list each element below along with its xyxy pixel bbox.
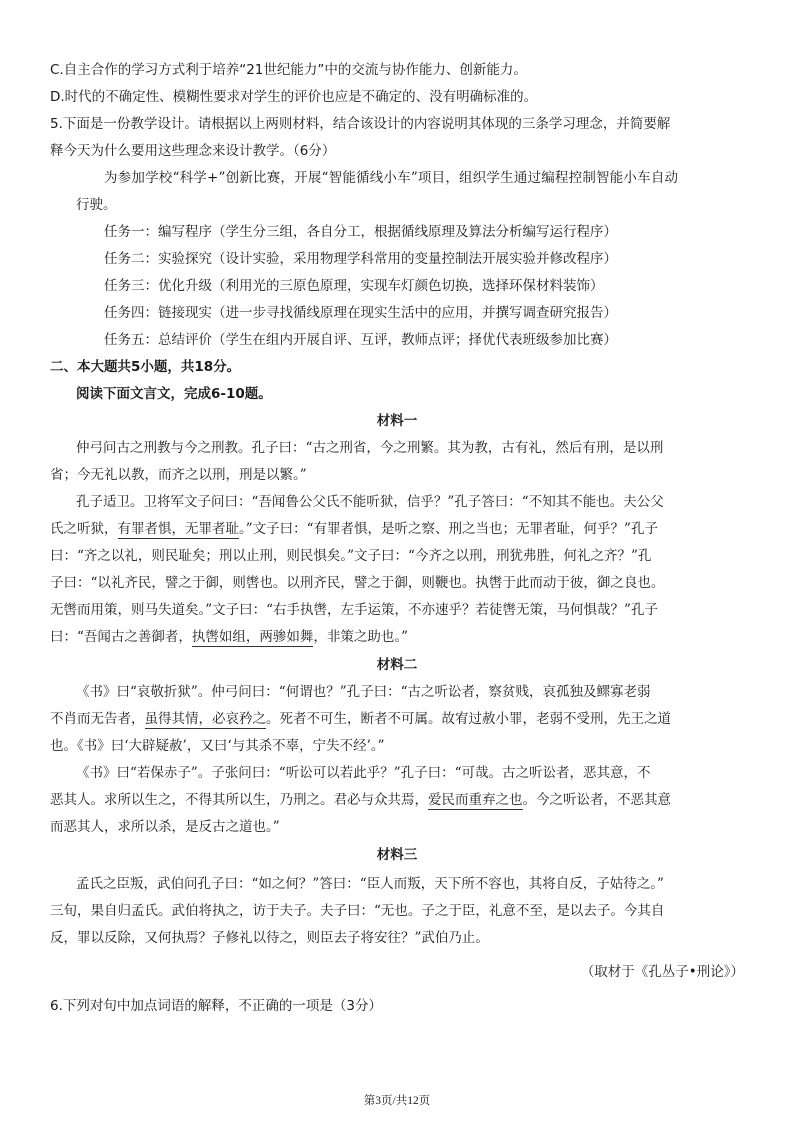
page-number: 第3页/共12页 [363, 1095, 431, 1107]
material-3-line: 三旬，果自归孟氏。武伯将执之，访于夫子。夫子曰：“无也。子之于臣，礼意不至，是以去子。今其自 [50, 903, 665, 919]
underlined-sentence: 有罪者惧，无罪者耻 [117, 521, 239, 537]
task-1: 任务一：编写程序（学生分三组，各自分工，根据循线原理及算法分析编写运行程序） [104, 224, 617, 240]
material-2-line: 《书》曰“哀敬折狱”。仲弓问曰：“何谓也？”孔子曰：“古之听讼者，察贫贱，哀孤独及鳏寡老弱 [76, 684, 651, 700]
task-5: 任务五：总结评价（学生在组内开展自评、互评，教师点评；择优代表班级参加比赛） [104, 332, 617, 348]
material-3-line: 孟氏之臣叛，武伯问孔子曰：“如之何？”答曰：“臣人而叛，天下所不容也，其将自反，子姑待之。” [76, 876, 664, 892]
material-3-line: 反，罪以反除，又何执焉？子修礼以待之，则臣去子将安往？”武伯乃止。 [50, 930, 489, 946]
text-run: 氏之听狱， [50, 521, 118, 537]
task-2: 任务二：实验探究（设计实验，采用物理学科常用的变量控制法开展实验并修改程序） [104, 251, 617, 267]
task-4: 任务四：链接现实（进一步寻找循线原理在现实生活中的应用，并撰写调查研究报告） [104, 305, 617, 321]
material-1-line [50, 519, 658, 539]
section-2-instruction: 阅读下面文言文，完成6-10题。 [76, 386, 272, 402]
question-5-line-2: 释今天为什么要用这些理念来设计教学。（6分） [50, 143, 336, 159]
material-1-line: 曰：“齐之以礼，则民耻矣；刑以止刑，则民惧矣。”文子曰：“今齐之以刑，刑犹弗胜，何礼之齐？”孔 [50, 548, 652, 564]
material-3-title: 材料三 [376, 847, 418, 863]
material-2-line: 《书》曰“若保赤子”。子张问曰：“听讼可以若此乎？”孔子曰：“可哉。古之听讼者，恶其意，不 [76, 765, 651, 781]
text-run: ，非策之助也。” [313, 629, 409, 645]
material-2-line: 也。《书》曰‘大辟疑赦’，又曰‘与其杀不辜，宁失不经’。” [50, 738, 385, 754]
section-2-heading: 二、本大题共5小题，共18分。 [50, 359, 241, 375]
underlined-sentence: 爱民而重弃之也 [428, 792, 523, 808]
underlined-sentence: 执辔如组，两骖如舞 [191, 629, 314, 645]
option-d: D.时代的不确定性、模糊性要求对学生的评价也应是不确定的、没有明确标准的。 [50, 89, 538, 105]
text-run: 不肖而无告者， [50, 711, 145, 727]
material-1-line: 孔子适卫。卫将军文子问曰：“吾闻鲁公父氏不能听狱，信乎？”孔子答曰：“不知其不能也。夫公父 [76, 494, 664, 510]
question-6: 6.下列对句中加点词语的解释，不正确的一项是（3分） [50, 998, 382, 1014]
question-5-line-1: 5.下面是一份教学设计。请根据以上两则材料，结合该设计的内容说明其体现的三条学习理念，并简要解 [50, 116, 671, 132]
material-1-line: 无辔而用策，则马失道矣。”文子曰：“右手执辔，左手运策，不亦速乎？若徒辔无策，马何惧哉？”孔子 [50, 602, 658, 618]
material-2-title: 材料二 [376, 657, 418, 673]
design-intro-line-1: 为参加学校“科学+”创新比赛，开展“智能循线小车”项目，组织学生通过编程控制智能小车自动 [104, 170, 679, 186]
underlined-sentence: 虽得其情，必哀矜之 [144, 711, 266, 727]
text-run: 。死者不可生，断者不可属。故宥过赦小罪，老弱不受刑，先王之道 [266, 711, 671, 727]
design-intro-line-2: 行驶。 [76, 197, 117, 213]
text-run: 曰：“吾闻古之善御者， [50, 629, 192, 645]
material-1-line: 省；今无礼以教，而齐之以刑，刑是以繁。” [50, 467, 307, 483]
task-3: 任务三：优化升级（利用光的三原色原理，实现车灯颜色切换，选择环保材料装饰） [104, 278, 604, 294]
material-1-line [50, 627, 408, 647]
source-citation: （取材于《孔丛子•刑论》） [580, 964, 744, 980]
material-2-line: 而恶其人，求所以杀，是反古之道也。” [50, 819, 280, 835]
option-c: C.自主合作的学习方式利于培养“21世纪能力”中的交流与协作能力、创新能力。 [50, 62, 527, 78]
material-1-title: 材料一 [376, 413, 418, 429]
material-1-line: 子曰：“以礼齐民，譬之于御，则辔也。以刑齐民，譬之于御，则鞭也。执辔于此而动于彼，御之良也。 [50, 575, 665, 591]
material-2-line [50, 790, 671, 810]
text-run: 恶其人。求所以生之，不得其所以生，乃刑之。君必与众共焉， [50, 792, 428, 808]
material-2-line [50, 709, 671, 729]
material-1-line: 仲弓问古之刑教与今之刑教。孔子曰：“古之刑省，今之刑繁。其为教，古有礼，然后有刑，是以刑 [76, 440, 664, 456]
text-run: 。今之听讼者，不恶其意 [522, 792, 671, 808]
text-run: 。”文子曰：“有罪者惧，是听之察、刑之当也；无罪者耻，何乎？”孔子 [239, 521, 658, 537]
